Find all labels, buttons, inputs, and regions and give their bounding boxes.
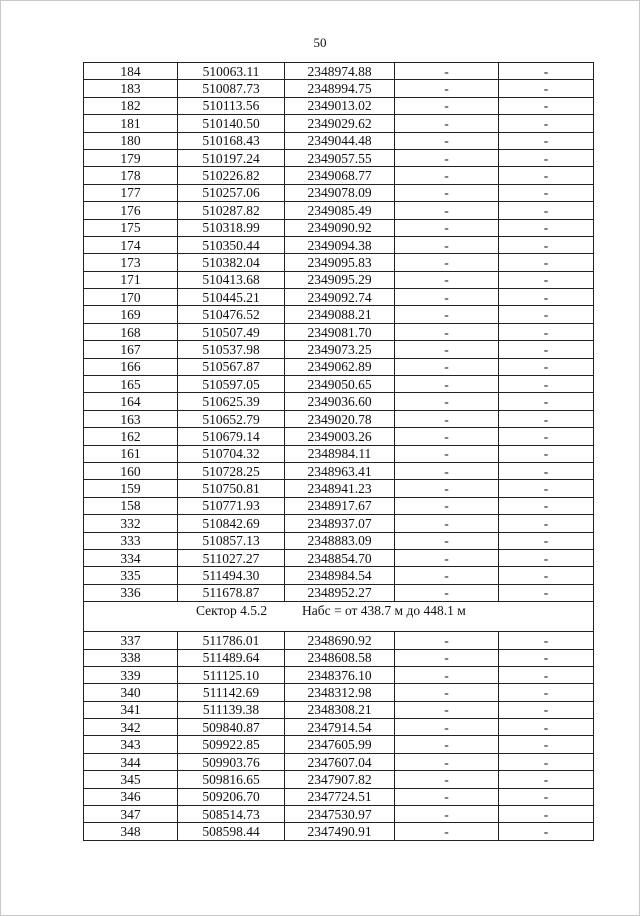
table-row xyxy=(84,63,594,80)
column-4-cell: - xyxy=(395,632,499,649)
column-4-cell: - xyxy=(395,149,499,166)
column-5-cell: - xyxy=(499,149,594,166)
point-number-cell: 338 xyxy=(84,649,178,666)
column-5-cell: - xyxy=(499,771,594,788)
point-number-cell: 339 xyxy=(84,666,178,683)
point-number-cell: 333 xyxy=(84,532,178,549)
column-5-cell: - xyxy=(499,219,594,236)
column-5-cell: - xyxy=(499,306,594,323)
x-coordinate-cell: 510113.56 xyxy=(178,97,285,114)
y-coordinate-cell: 2349094.38 xyxy=(285,236,395,253)
table-row xyxy=(84,376,594,393)
x-coordinate-cell: 510652.79 xyxy=(178,410,285,427)
column-5-cell: - xyxy=(499,132,594,149)
column-4-cell: - xyxy=(395,376,499,393)
column-4-cell: - xyxy=(395,567,499,584)
x-coordinate-cell: 510413.68 xyxy=(178,271,285,288)
point-number-cell: 334 xyxy=(84,549,178,566)
column-5-cell: - xyxy=(499,497,594,514)
y-coordinate-cell: 2349013.02 xyxy=(285,97,395,114)
y-coordinate-cell: 2349095.29 xyxy=(285,271,395,288)
column-5-cell: - xyxy=(499,428,594,445)
table-row xyxy=(84,649,594,666)
point-number-cell: 164 xyxy=(84,393,178,410)
column-4-cell: - xyxy=(395,788,499,805)
point-number-cell: 169 xyxy=(84,306,178,323)
table-row xyxy=(84,323,594,340)
table-row xyxy=(84,184,594,201)
column-4-cell: - xyxy=(395,719,499,736)
column-5-cell: - xyxy=(499,567,594,584)
column-4-cell: - xyxy=(395,649,499,666)
point-number-cell: 348 xyxy=(84,823,178,840)
y-coordinate-cell: 2347530.97 xyxy=(285,806,395,823)
column-4-cell: - xyxy=(395,323,499,340)
column-4-cell: - xyxy=(395,393,499,410)
point-number-cell: 173 xyxy=(84,254,178,271)
column-5-cell: - xyxy=(499,376,594,393)
table-row xyxy=(84,202,594,219)
x-coordinate-cell: 509922.85 xyxy=(178,736,285,753)
table-row xyxy=(84,393,594,410)
point-number-cell: 332 xyxy=(84,515,178,532)
x-coordinate-cell: 510857.13 xyxy=(178,532,285,549)
y-coordinate-cell: 2349044.48 xyxy=(285,132,395,149)
point-number-cell: 347 xyxy=(84,806,178,823)
x-coordinate-cell: 510318.99 xyxy=(178,219,285,236)
y-coordinate-cell: 2348312.98 xyxy=(285,684,395,701)
y-coordinate-cell: 2349088.21 xyxy=(285,306,395,323)
point-number-cell: 159 xyxy=(84,480,178,497)
x-coordinate-cell: 510350.44 xyxy=(178,236,285,253)
x-coordinate-cell: 508514.73 xyxy=(178,806,285,823)
column-5-cell: - xyxy=(499,632,594,649)
column-4-cell: - xyxy=(395,80,499,97)
sector-cell xyxy=(84,602,594,632)
x-coordinate-cell: 510842.69 xyxy=(178,515,285,532)
point-number-cell: 344 xyxy=(84,753,178,770)
point-number-cell: 176 xyxy=(84,202,178,219)
column-5-cell: - xyxy=(499,515,594,532)
column-5-cell: - xyxy=(499,823,594,840)
column-4-cell: - xyxy=(395,771,499,788)
x-coordinate-cell: 510168.43 xyxy=(178,132,285,149)
y-coordinate-cell: 2348937.07 xyxy=(285,515,395,532)
point-number-cell: 161 xyxy=(84,445,178,462)
point-number-cell: 167 xyxy=(84,341,178,358)
point-number-cell: 340 xyxy=(84,684,178,701)
table-row xyxy=(84,306,594,323)
x-coordinate-cell: 511678.87 xyxy=(178,584,285,601)
x-coordinate-cell: 510087.73 xyxy=(178,80,285,97)
column-5-cell: - xyxy=(499,649,594,666)
column-5-cell: - xyxy=(499,167,594,184)
table-row xyxy=(84,289,594,306)
column-4-cell: - xyxy=(395,480,499,497)
y-coordinate-cell: 2348994.75 xyxy=(285,80,395,97)
point-number-cell: 183 xyxy=(84,80,178,97)
table-row xyxy=(84,219,594,236)
sector-height-range: Набс = от 438.7 м до 448.1 м xyxy=(302,603,466,619)
x-coordinate-cell: 511027.27 xyxy=(178,549,285,566)
table-row xyxy=(84,666,594,683)
x-coordinate-cell: 510771.93 xyxy=(178,497,285,514)
column-4-cell: - xyxy=(395,358,499,375)
page-number: 50 xyxy=(313,35,327,50)
table-section-sector xyxy=(84,602,594,632)
column-5-cell: - xyxy=(499,341,594,358)
x-coordinate-cell: 510382.04 xyxy=(178,254,285,271)
x-coordinate-cell: 511142.69 xyxy=(178,684,285,701)
column-4-cell: - xyxy=(395,97,499,114)
column-4-cell: - xyxy=(395,410,499,427)
column-5-cell: - xyxy=(499,63,594,80)
table-row xyxy=(84,236,594,253)
table-row xyxy=(84,445,594,462)
table-row xyxy=(84,497,594,514)
column-5-cell: - xyxy=(499,323,594,340)
point-number-cell: 178 xyxy=(84,167,178,184)
x-coordinate-cell: 511489.64 xyxy=(178,649,285,666)
table-row xyxy=(84,167,594,184)
x-coordinate-cell: 510679.14 xyxy=(178,428,285,445)
point-number-cell: 335 xyxy=(84,567,178,584)
column-4-cell: - xyxy=(395,806,499,823)
point-number-cell: 163 xyxy=(84,410,178,427)
table-row xyxy=(84,806,594,823)
x-coordinate-cell: 511125.10 xyxy=(178,666,285,683)
column-5-cell: - xyxy=(499,462,594,479)
column-4-cell: - xyxy=(395,445,499,462)
y-coordinate-cell: 2347907.82 xyxy=(285,771,395,788)
point-number-cell: 179 xyxy=(84,149,178,166)
x-coordinate-cell: 510476.52 xyxy=(178,306,285,323)
x-coordinate-cell: 510063.11 xyxy=(178,63,285,80)
y-coordinate-cell: 2349003.26 xyxy=(285,428,395,445)
table-row xyxy=(84,358,594,375)
x-coordinate-cell: 510728.25 xyxy=(178,462,285,479)
point-number-cell: 336 xyxy=(84,584,178,601)
column-4-cell: - xyxy=(395,753,499,770)
table-row xyxy=(84,462,594,479)
column-4-cell: - xyxy=(395,549,499,566)
point-number-cell: 345 xyxy=(84,771,178,788)
x-coordinate-cell: 509840.87 xyxy=(178,719,285,736)
x-coordinate-cell: 511786.01 xyxy=(178,632,285,649)
y-coordinate-cell: 2349057.55 xyxy=(285,149,395,166)
y-coordinate-cell: 2349092.74 xyxy=(285,289,395,306)
y-coordinate-cell: 2348690.92 xyxy=(285,632,395,649)
table-row xyxy=(84,480,594,497)
column-4-cell: - xyxy=(395,497,499,514)
x-coordinate-cell: 511494.30 xyxy=(178,567,285,584)
y-coordinate-cell: 2348974.88 xyxy=(285,63,395,80)
y-coordinate-cell: 2349078.09 xyxy=(285,184,395,201)
x-coordinate-cell: 510226.82 xyxy=(178,167,285,184)
table-row xyxy=(84,149,594,166)
x-coordinate-cell: 510597.05 xyxy=(178,376,285,393)
table-row xyxy=(84,823,594,840)
table-row xyxy=(84,788,594,805)
column-5-cell: - xyxy=(499,666,594,683)
column-4-cell: - xyxy=(395,823,499,840)
point-number-cell: 182 xyxy=(84,97,178,114)
x-coordinate-cell: 509816.65 xyxy=(178,771,285,788)
column-4-cell: - xyxy=(395,289,499,306)
column-4-cell: - xyxy=(395,428,499,445)
table-row xyxy=(84,736,594,753)
column-5-cell: - xyxy=(499,701,594,718)
column-4-cell: - xyxy=(395,271,499,288)
column-4-cell: - xyxy=(395,341,499,358)
y-coordinate-cell: 2348984.54 xyxy=(285,567,395,584)
column-4-cell: - xyxy=(395,219,499,236)
column-5-cell: - xyxy=(499,393,594,410)
column-5-cell: - xyxy=(499,788,594,805)
point-number-cell: 346 xyxy=(84,788,178,805)
table-row xyxy=(84,753,594,770)
column-5-cell: - xyxy=(499,806,594,823)
point-number-cell: 168 xyxy=(84,323,178,340)
point-number-cell: 181 xyxy=(84,115,178,132)
column-4-cell: - xyxy=(395,167,499,184)
column-5-cell: - xyxy=(499,736,594,753)
y-coordinate-cell: 2348308.21 xyxy=(285,701,395,718)
column-4-cell: - xyxy=(395,132,499,149)
y-coordinate-cell: 2349036.60 xyxy=(285,393,395,410)
column-4-cell: - xyxy=(395,236,499,253)
column-5-cell: - xyxy=(499,549,594,566)
column-4-cell: - xyxy=(395,684,499,701)
y-coordinate-cell: 2347490.91 xyxy=(285,823,395,840)
column-4-cell: - xyxy=(395,666,499,683)
x-coordinate-cell: 510507.49 xyxy=(178,323,285,340)
y-coordinate-cell: 2348952.27 xyxy=(285,584,395,601)
x-coordinate-cell: 510537.98 xyxy=(178,341,285,358)
x-coordinate-cell: 508598.44 xyxy=(178,823,285,840)
point-number-cell: 160 xyxy=(84,462,178,479)
column-5-cell: - xyxy=(499,254,594,271)
coordinates-table xyxy=(83,62,594,841)
y-coordinate-cell: 2349073.25 xyxy=(285,341,395,358)
point-number-cell: 158 xyxy=(84,497,178,514)
y-coordinate-cell: 2349029.62 xyxy=(285,115,395,132)
column-4-cell: - xyxy=(395,736,499,753)
y-coordinate-cell: 2349090.92 xyxy=(285,219,395,236)
column-5-cell: - xyxy=(499,115,594,132)
column-5-cell: - xyxy=(499,289,594,306)
column-5-cell: - xyxy=(499,445,594,462)
table-row xyxy=(84,632,594,649)
x-coordinate-cell: 509903.76 xyxy=(178,753,285,770)
x-coordinate-cell: 510445.21 xyxy=(178,289,285,306)
x-coordinate-cell: 510750.81 xyxy=(178,480,285,497)
table-row xyxy=(84,115,594,132)
table-row xyxy=(84,719,594,736)
table-row xyxy=(84,701,594,718)
table-row xyxy=(84,532,594,549)
column-4-cell: - xyxy=(395,584,499,601)
y-coordinate-cell: 2348941.23 xyxy=(285,480,395,497)
point-number-cell: 166 xyxy=(84,358,178,375)
column-5-cell: - xyxy=(499,236,594,253)
x-coordinate-cell: 510287.82 xyxy=(178,202,285,219)
y-coordinate-cell: 2348608.58 xyxy=(285,649,395,666)
column-4-cell: - xyxy=(395,701,499,718)
y-coordinate-cell: 2347607.04 xyxy=(285,753,395,770)
point-number-cell: 171 xyxy=(84,271,178,288)
table-section-b xyxy=(84,632,594,841)
point-number-cell: 165 xyxy=(84,376,178,393)
column-4-cell: - xyxy=(395,202,499,219)
table-row xyxy=(84,410,594,427)
table-row xyxy=(84,584,594,601)
column-4-cell: - xyxy=(395,515,499,532)
column-4-cell: - xyxy=(395,532,499,549)
column-5-cell: - xyxy=(499,684,594,701)
column-5-cell: - xyxy=(499,584,594,601)
y-coordinate-cell: 2348917.67 xyxy=(285,497,395,514)
table-row xyxy=(84,515,594,532)
y-coordinate-cell: 2349085.49 xyxy=(285,202,395,219)
point-number-cell: 177 xyxy=(84,184,178,201)
y-coordinate-cell: 2348376.10 xyxy=(285,666,395,683)
x-coordinate-cell: 510140.50 xyxy=(178,115,285,132)
column-5-cell: - xyxy=(499,410,594,427)
table-row xyxy=(84,132,594,149)
point-number-cell: 184 xyxy=(84,63,178,80)
point-number-cell: 180 xyxy=(84,132,178,149)
x-coordinate-cell: 510704.32 xyxy=(178,445,285,462)
table-row xyxy=(84,80,594,97)
column-5-cell: - xyxy=(499,184,594,201)
column-4-cell: - xyxy=(395,306,499,323)
column-5-cell: - xyxy=(499,719,594,736)
column-4-cell: - xyxy=(395,184,499,201)
column-5-cell: - xyxy=(499,753,594,770)
x-coordinate-cell: 511139.38 xyxy=(178,701,285,718)
table-row xyxy=(84,341,594,358)
table-row xyxy=(84,771,594,788)
y-coordinate-cell: 2347914.54 xyxy=(285,719,395,736)
sector-name: Сектор 4.5.2 xyxy=(196,603,268,619)
column-5-cell: - xyxy=(499,358,594,375)
y-coordinate-cell: 2348883.09 xyxy=(285,532,395,549)
column-5-cell: - xyxy=(499,480,594,497)
x-coordinate-cell: 510625.39 xyxy=(178,393,285,410)
point-number-cell: 174 xyxy=(84,236,178,253)
y-coordinate-cell: 2349062.89 xyxy=(285,358,395,375)
table-row xyxy=(84,254,594,271)
point-number-cell: 175 xyxy=(84,219,178,236)
point-number-cell: 170 xyxy=(84,289,178,306)
column-5-cell: - xyxy=(499,532,594,549)
y-coordinate-cell: 2349068.77 xyxy=(285,167,395,184)
y-coordinate-cell: 2348984.11 xyxy=(285,445,395,462)
table-row xyxy=(84,271,594,288)
y-coordinate-cell: 2349050.65 xyxy=(285,376,395,393)
y-coordinate-cell: 2347724.51 xyxy=(285,788,395,805)
table-row xyxy=(84,97,594,114)
table-row xyxy=(84,567,594,584)
column-5-cell: - xyxy=(499,202,594,219)
point-number-cell: 337 xyxy=(84,632,178,649)
table-row xyxy=(84,428,594,445)
column-4-cell: - xyxy=(395,115,499,132)
table-row xyxy=(84,684,594,701)
table-section-a xyxy=(84,63,594,602)
x-coordinate-cell: 510567.87 xyxy=(178,358,285,375)
column-4-cell: - xyxy=(395,254,499,271)
column-5-cell: - xyxy=(499,97,594,114)
column-5-cell: - xyxy=(499,80,594,97)
y-coordinate-cell: 2348854.70 xyxy=(285,549,395,566)
sector-row xyxy=(84,602,594,632)
point-number-cell: 342 xyxy=(84,719,178,736)
point-number-cell: 343 xyxy=(84,736,178,753)
x-coordinate-cell: 510257.06 xyxy=(178,184,285,201)
y-coordinate-cell: 2349081.70 xyxy=(285,323,395,340)
x-coordinate-cell: 509206.70 xyxy=(178,788,285,805)
y-coordinate-cell: 2349095.83 xyxy=(285,254,395,271)
column-4-cell: - xyxy=(395,462,499,479)
table-row xyxy=(84,549,594,566)
y-coordinate-cell: 2349020.78 xyxy=(285,410,395,427)
x-coordinate-cell: 510197.24 xyxy=(178,149,285,166)
y-coordinate-cell: 2347605.99 xyxy=(285,736,395,753)
column-4-cell: - xyxy=(395,63,499,80)
y-coordinate-cell: 2348963.41 xyxy=(285,462,395,479)
point-number-cell: 341 xyxy=(84,701,178,718)
column-5-cell: - xyxy=(499,271,594,288)
point-number-cell: 162 xyxy=(84,428,178,445)
